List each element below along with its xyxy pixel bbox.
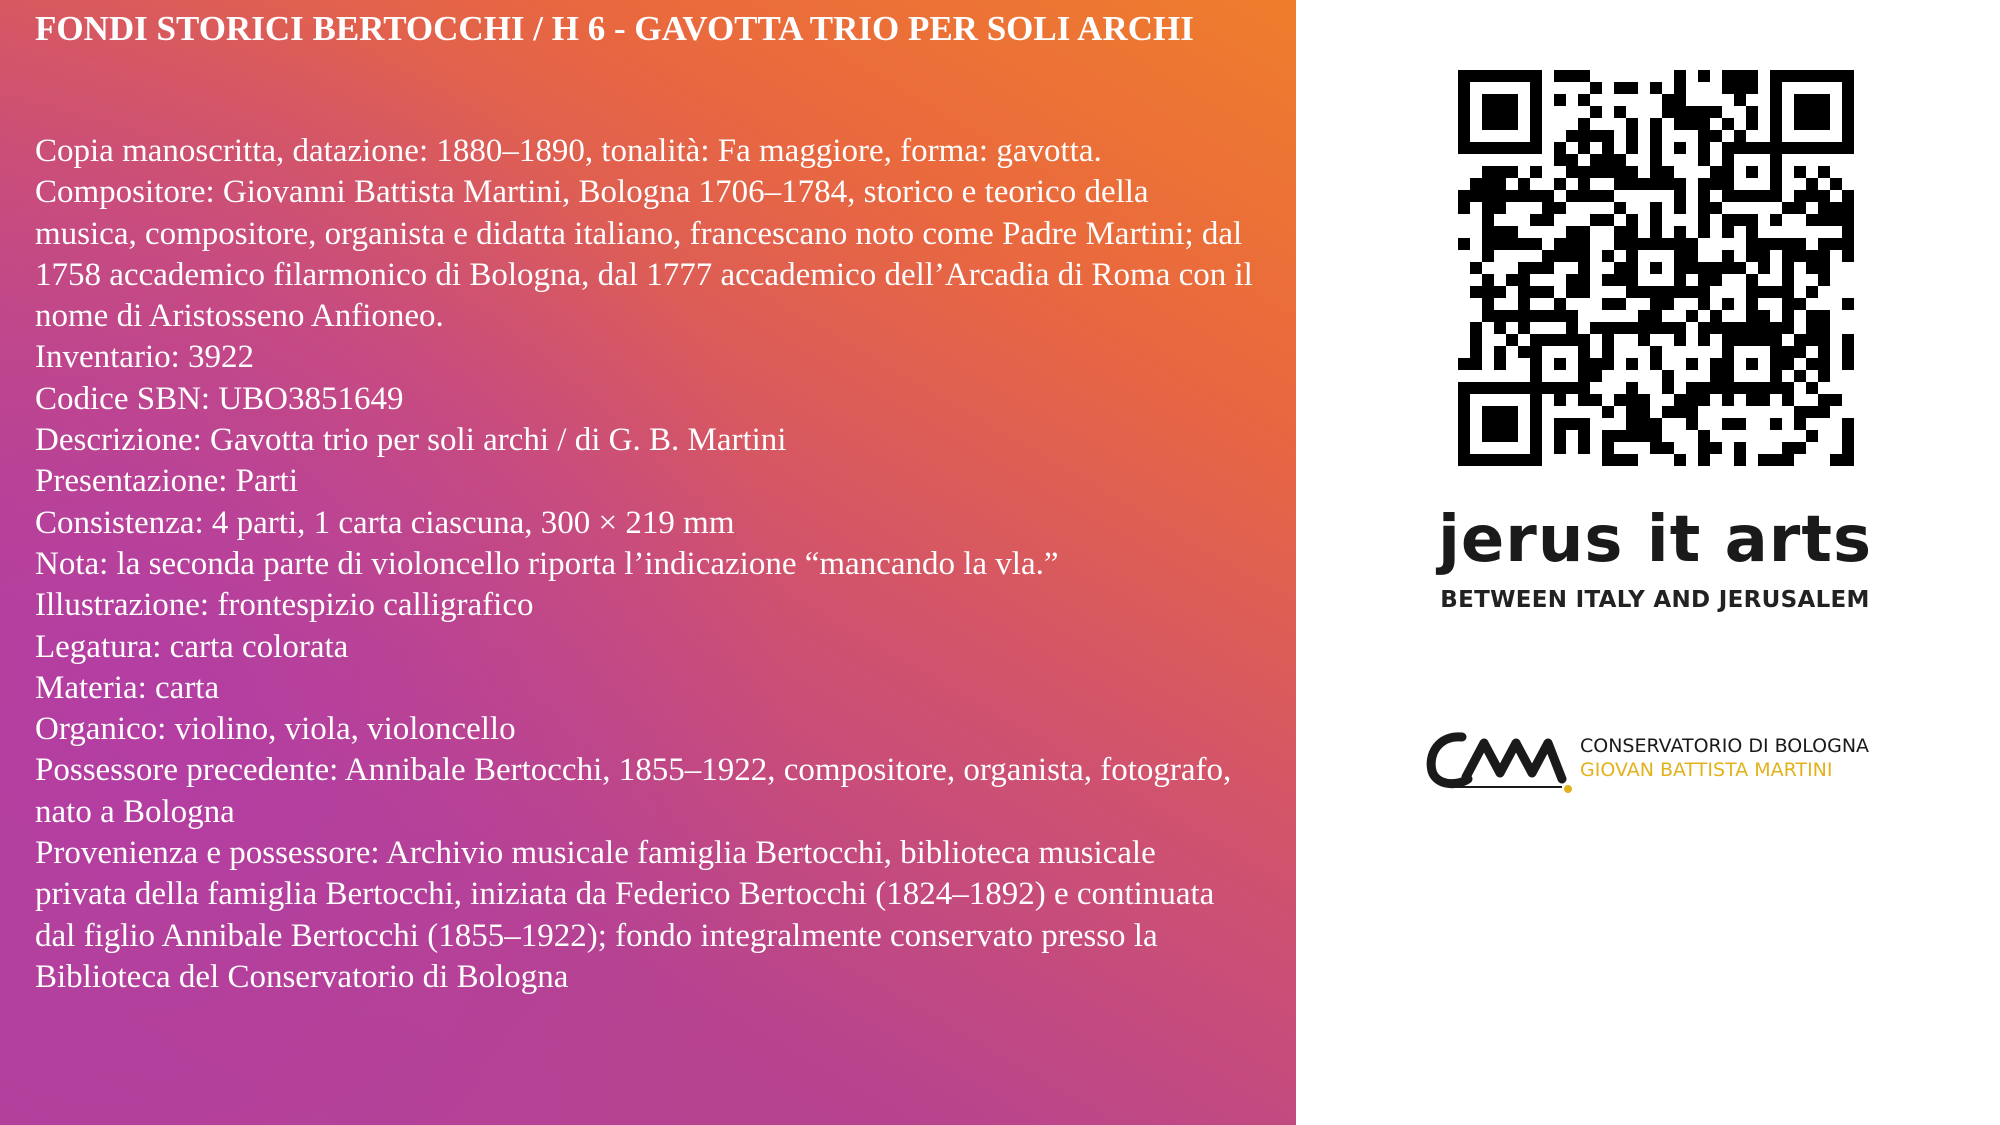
record-field-codice-sbn: Codice SBN: UBO3851649 xyxy=(35,380,404,417)
brand-wordmark: jerus it arts xyxy=(1437,503,1873,577)
record-field-legatura: Legatura: carta colorata xyxy=(35,628,349,665)
record-title: FONDI STORICI BERTOCCHI / H 6 - GAVOTTA TRIO PER SOLI ARCHI xyxy=(35,9,1194,48)
conservatorio-logo xyxy=(1422,725,1892,795)
record-field-copia: Copia manoscritta, datazione: 1880–1890, tonalità: Fa maggiore, forma: gavotta. xyxy=(35,133,1102,169)
record-field-compositore: Compositore: Giovanni Battista Martini, Bologna 1706–1784, storico e teorico della musica, compositore, organista e didatta italiano, francescano noto come Padre Martini; dal 1758 accademico filarmonico di Bologna, dal 1777 accademico dell’Arcadia di Roma con il nome di Aristosseno Anfioneo. xyxy=(35,174,1253,335)
record-field-presentazione: Presentazione: Parti xyxy=(35,463,299,500)
record-field-possessore: Possessore precedente: Annibale Bertocchi, 1855–1922, compositore, organista, fotografo, nato a Bologna xyxy=(35,752,1232,830)
record-field-illustrazione: Illustrazione: frontespizio calligrafico xyxy=(35,587,534,624)
record-field-provenienza: Provenienza e possessore: Archivio musicale famiglia Bertocchi, biblioteca musicale privata della famiglia Bertocchi, iniziata da Federico Bertocchi (1824–1892) e continuata dal figlio Annibale Bertocchi (1855–1922); fondo integralmente conservato presso la Biblioteca del Conservatorio di Bologna xyxy=(35,835,1215,995)
brand-tagline: BETWEEN ITALY AND JERUSALEM xyxy=(1440,587,1870,613)
record-field-materia: Materia: carta xyxy=(35,669,220,706)
qr-code-icon[interactable] xyxy=(1458,70,1854,466)
record-fields xyxy=(35,131,1255,998)
record-field-nota: Nota: la seconda parte di violoncello riporta l’indicazione “mancando la vla.” xyxy=(35,545,1059,582)
record-field-consistenza: Consistenza: 4 parti, 1 carta ciascuna, 300 × 219 mm xyxy=(35,504,735,541)
conservatorio-name: CONSERVATORIO DI BOLOGNA xyxy=(1580,735,1870,757)
record-field-descrizione: Descrizione: Gavotta trio per soli archi / di G. B. Martini xyxy=(35,422,787,459)
cm-monogram-icon xyxy=(1422,727,1572,793)
record-field-inventario: Inventario: 3922 xyxy=(35,339,255,376)
record-field-organico: Organico: violino, viola, violoncello xyxy=(35,711,516,748)
conservatorio-subtitle: GIOVAN BATTISTA MARTINI xyxy=(1580,759,1833,781)
jerus-it-arts-logo xyxy=(1420,495,1890,625)
